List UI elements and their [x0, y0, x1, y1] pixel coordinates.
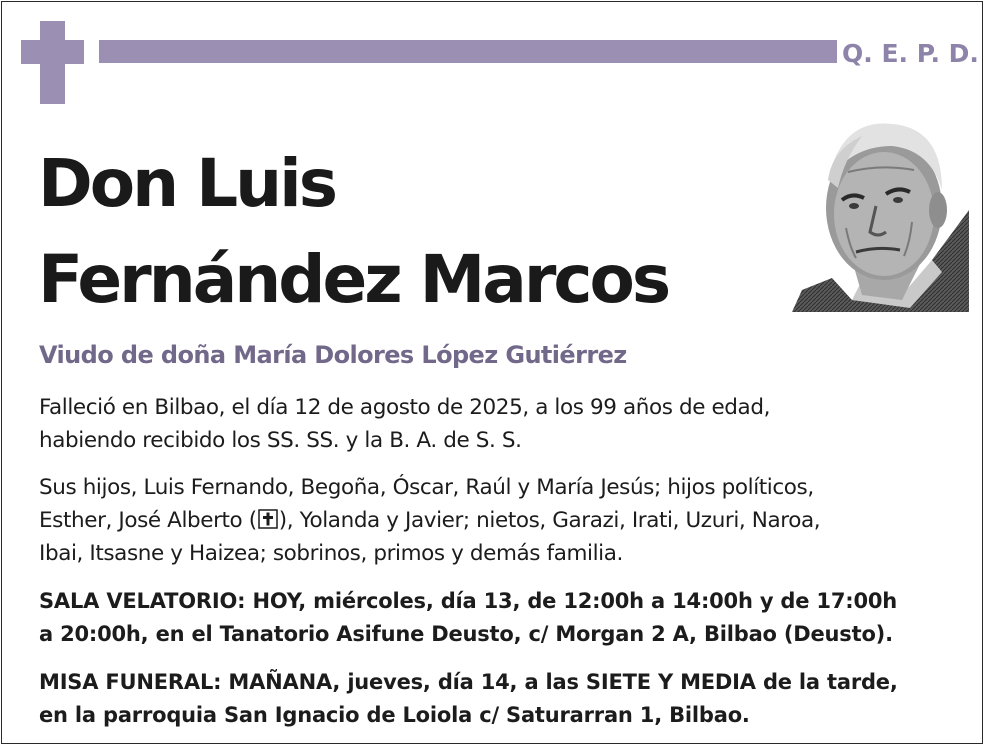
text-line: habiendo recibido los SS. SS. y la B. A. de S. S. [39, 428, 522, 453]
family-list [39, 471, 969, 570]
obituary-notice [1, 1, 983, 744]
text-line: SALA VELATORIO: HOY, miércoles, día 13, de 12:00h a 14:00h y de 17:00h [39, 589, 898, 613]
header-rule [99, 40, 837, 63]
text-segment: Esther, José Alberto ( [39, 508, 257, 533]
death-announcement [39, 391, 969, 457]
text-segment: ), Yolanda y Javier; nietos, Garazi, Irati, Uzuri, Naroa, [278, 508, 821, 533]
text-line: Falleció en Bilbao, el día 12 de agosto de 2025, a los 99 años de edad, [39, 395, 771, 420]
name-line-2: Fernández Marcos [38, 241, 669, 318]
text-line: a 20:00h, en el Tanatorio Asifune Deusto, c/ Morgan 2 A, Bilbao (Deusto). [39, 622, 893, 646]
text-line: en la parroquia San Ignacio de Loiola c/ Saturarran 1, Bilbao. [39, 703, 750, 727]
qepd-label: Q. E. P. D. [842, 39, 979, 68]
portrait-photo [792, 110, 969, 312]
cross-horizontal-bar [21, 40, 84, 64]
text-line [39, 504, 969, 537]
name-line-1: Don Luis [38, 145, 336, 222]
deceased-cross-icon [257, 507, 279, 529]
widow-line: Viudo de doña María Dolores López Gutiérrez [39, 341, 627, 369]
funeral-mass-info [39, 666, 969, 732]
text-line: Ibai, Itsasne y Haizea; sobrinos, primos y demás familia. [39, 541, 623, 566]
text-line: MISA FUNERAL: MAÑANA, jueves, día 14, a las SIETE Y MEDIA de la tarde, [39, 670, 898, 694]
text-line: Sus hijos, Luis Fernando, Begoña, Óscar, Raúl y María Jesús; hijos políticos, [39, 475, 814, 500]
wake-info [39, 585, 969, 651]
deceased-name [38, 136, 758, 328]
